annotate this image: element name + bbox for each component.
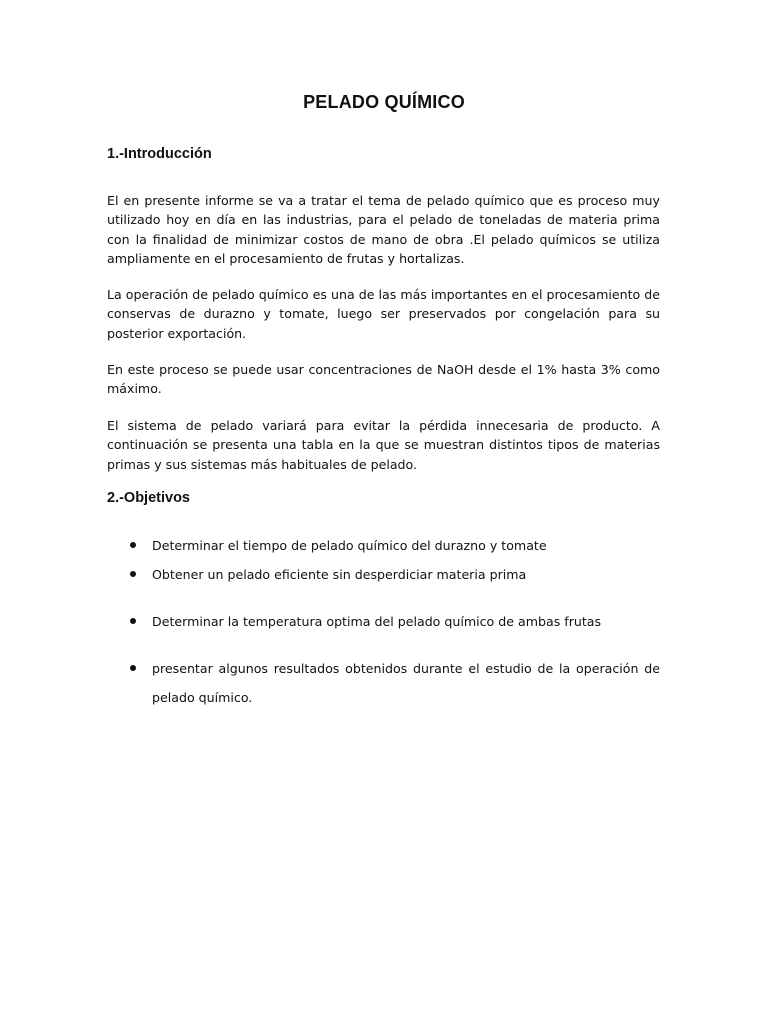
list-item xyxy=(152,607,660,636)
list-item-text: Determinar el tiempo de pelado químico del durazno y tomate xyxy=(152,538,547,553)
paragraph: La operación de pelado químico es una de las más importantes en el procesamiento de conservas de durazno y tomate, luego ser preservados por congelación para su posterior exportación. xyxy=(107,287,660,341)
bullet-icon xyxy=(130,571,136,577)
section-heading-objetivos: 2.-Objetivos xyxy=(107,490,190,506)
list-item xyxy=(152,531,660,560)
section-heading-introduccion: 1.-Introducción xyxy=(107,146,212,162)
paragraph: El en presente informe se va a tratar el tema de pelado químico que es proceso muy utilizado hoy en día en las industrias, para el pelado de toneladas de materia prima con la finalidad de minimizar costos de mano de obra .El pelado químicos se utiliza ampliamente en el procesamiento de frutas y hortalizas. xyxy=(107,193,660,266)
bullet-icon xyxy=(130,618,136,624)
bullet-icon xyxy=(130,665,136,671)
list-item-text: presentar algunos resultados obtenidos durante el estudio de la operación de pelado químico. xyxy=(152,661,660,705)
list-item xyxy=(152,560,660,589)
paragraph: El sistema de pelado variará para evitar la pérdida innecesaria de producto. A continuación se presenta una tabla en la que se muestran distintos tipos de materias primas y sus sistemas más habituales de pelado. xyxy=(107,418,660,472)
list-item-text: Obtener un pelado eficiente sin desperdiciar materia prima xyxy=(152,567,527,582)
document-title: PELADO QUÍMICO xyxy=(303,92,465,112)
list-item xyxy=(152,654,660,712)
bullet-icon xyxy=(130,542,136,548)
list-item-text: Determinar la temperatura optima del pelado químico de ambas frutas xyxy=(152,614,602,629)
paragraph: En este proceso se puede usar concentraciones de NaOH desde el 1% hasta 3% como máximo. xyxy=(107,362,660,397)
